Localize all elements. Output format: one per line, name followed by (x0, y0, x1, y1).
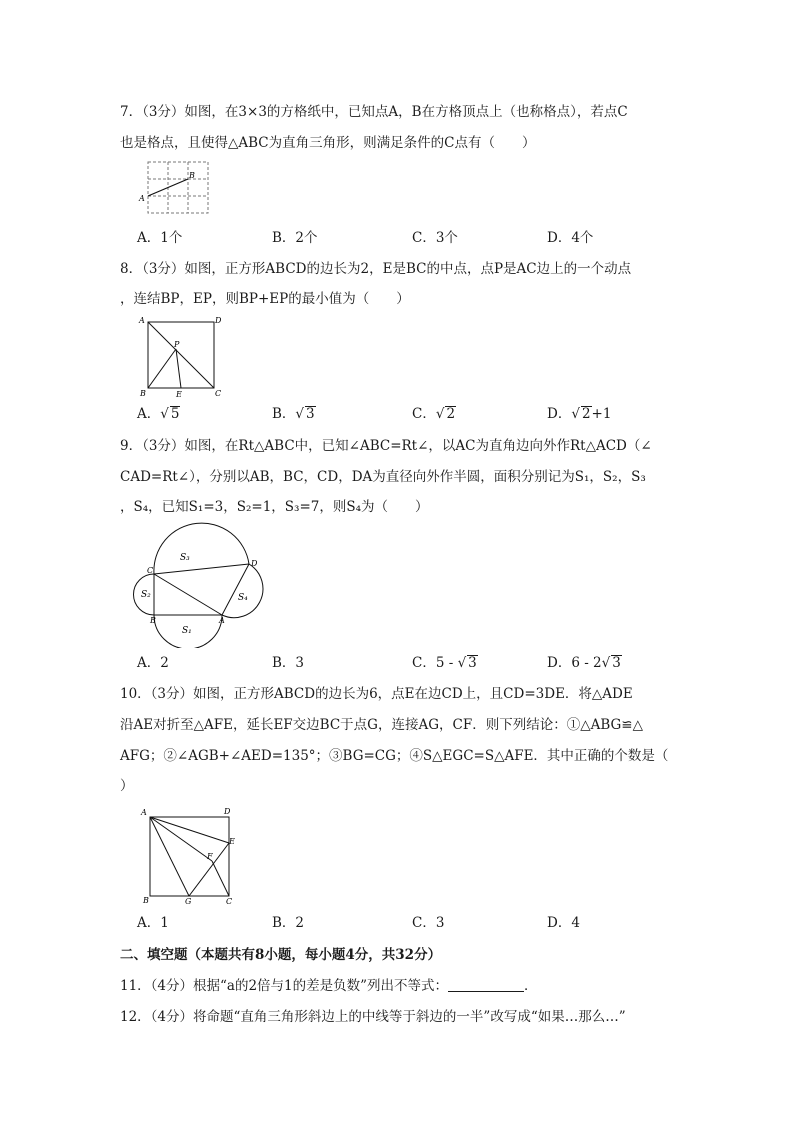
q7-option-c: C．3个 (412, 230, 458, 246)
q8-option-d: D．√ 2+1 (547, 406, 612, 422)
q7-label-a: A (139, 194, 145, 203)
q10-label-f: F (207, 852, 213, 861)
q10-line2: 沿AE对折至△AFE，延长EF交边BC于点G，连接AG，CF．则下列结论：①△ABG≌△ (120, 717, 643, 733)
q10-line3: AFG；②∠AGB+∠AED=135°；③BG=CG；④S△EGC=S△AFE．其中正确的个数是（ (120, 748, 669, 764)
q9-label-a: A (219, 616, 225, 625)
q9-label-s4: S₄ (238, 593, 248, 603)
q12-line: 12．（4分）将命题“直角三角形斜边上的中线等于斜边的一半”改写成“如果…那么…” (120, 1009, 626, 1025)
q8-line2: ，连结BP，EP，则BP+EP的最小值为（ ） (120, 291, 410, 307)
q9-label-s3: S₃ (180, 553, 190, 563)
q10-label-a: A (141, 808, 147, 817)
q8-option-c: C．√ 2 (412, 406, 456, 422)
q8-label-b: B (140, 389, 146, 398)
q11-answer-blank[interactable] (448, 977, 524, 992)
q8-label-d: D (215, 316, 222, 325)
q9-label-b: B (150, 616, 156, 625)
q8-option-b: B．√ 3 (272, 406, 315, 422)
q8-square-figure (138, 312, 224, 398)
q10-label-d: D (224, 807, 231, 816)
q10-label-e: E (229, 837, 235, 846)
q10-line4: ） (120, 778, 134, 794)
q7-label-b: B (189, 171, 195, 180)
q9-line1: 9．（3分）如图，在Rt△ABC中，已知∠ABC=Rt∠，以AC为直角边向外作Rt△ACD（∠ (120, 438, 652, 454)
q7-option-d: D．4个 (547, 230, 594, 246)
q8-label-e: E (176, 390, 182, 398)
q9-label-s2: S₂ (141, 590, 151, 600)
q8-line1: 8．（3分）如图，正方形ABCD的边长为2，E是BC的中点，点P是AC边上的一个动点 (120, 261, 632, 277)
q10-label-b: B (143, 896, 149, 905)
q10-line1: 10．（3分）如图，正方形ABCD的边长为6，点E在边CD上，且CD=3DE．将△ADE (120, 686, 633, 702)
q10-option-c: C．3 (412, 915, 445, 931)
q10-option-a: A．1 (137, 915, 169, 931)
q8-label-c: C (215, 389, 222, 398)
q9-line3: ，S₄，已知S₁=3，S₂=1，S₃=7，则S₄为（ ） (120, 499, 429, 515)
q8-option-a: A．√ 5 (137, 406, 180, 422)
q7-line1: 7．（3分）如图，在3×3的方格纸中，已知点A，B在方格顶点上（也称格点），若点C (120, 104, 628, 120)
q8-label-a: A (139, 316, 145, 325)
q9-option-c: C．5 - √ 3 (412, 655, 477, 671)
q8-label-p: P (174, 340, 180, 349)
q10-label-c: C (226, 897, 233, 906)
q9-option-d: D．6 - 2√ 3 (547, 655, 621, 671)
q9-label-d: D (251, 559, 258, 568)
q7-line2: 也是格点，且使得△ABC为直角三角形，则满足条件的C点有（ ） (120, 135, 536, 151)
q9-option-a: A．2 (137, 655, 169, 671)
section-heading: 二、填空题（本题共有8小题，每小题4分，共32分） (120, 947, 442, 963)
q9-semicircle-figure (132, 522, 282, 648)
q9-line2: CAD=Rt∠），分别以AB，BC，CD，DA为直径向外作半圆，面积分别记为S₁，S₂，S₃ (120, 469, 646, 485)
q9-label-c: C (147, 566, 154, 575)
q7-option-b: B．2个 (272, 230, 318, 246)
q7-grid-figure (138, 160, 218, 216)
q7-option-a: A．1个 (137, 230, 183, 246)
q11-line: 11．（4分）根据“a的2倍与1的差是负数”列出不等式： ． (120, 978, 538, 994)
q10-option-b: B．2 (272, 915, 305, 931)
q10-square-figure (138, 804, 238, 906)
q9-label-s1: S₁ (182, 626, 192, 636)
q9-option-b: B．3 (272, 655, 305, 671)
q10-option-d: D．4 (547, 915, 580, 931)
q10-label-g: G (185, 897, 192, 906)
